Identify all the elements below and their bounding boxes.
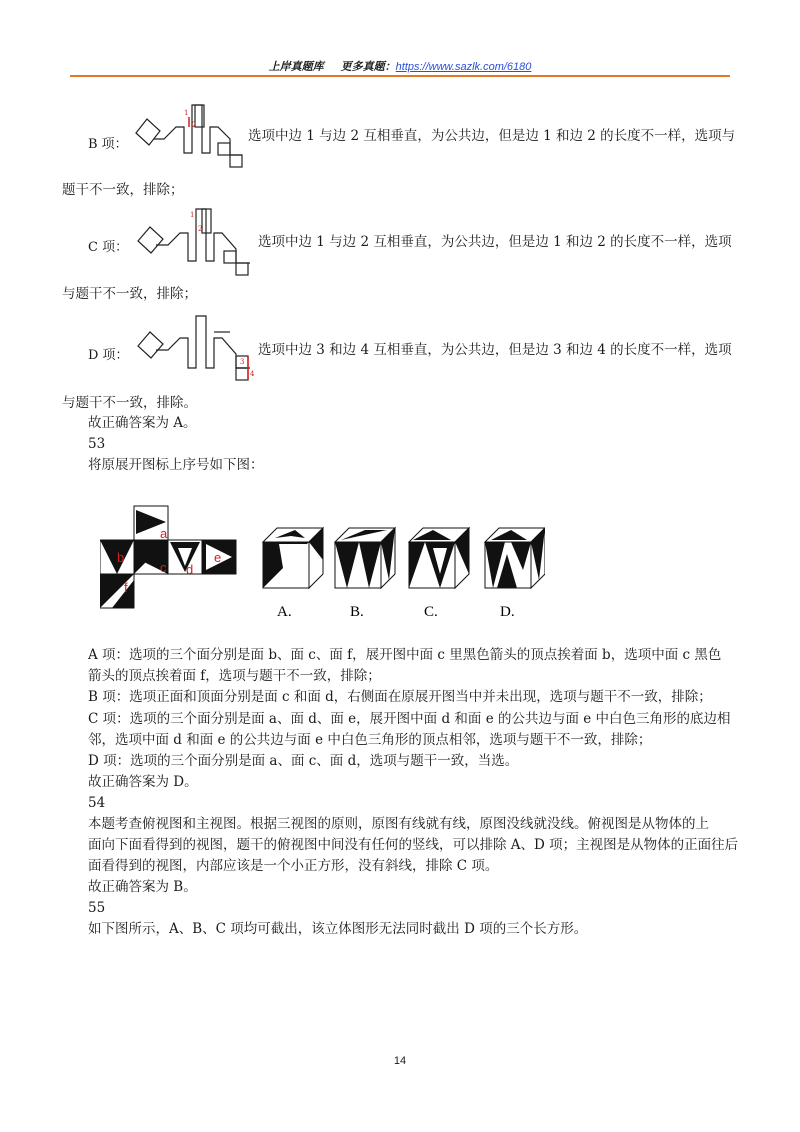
net-label-e: e — [214, 550, 222, 565]
q52-d-label: D 项： — [88, 348, 129, 363]
q53-d-line: D 项：选项的三个面分别是面 a、面 c、面 d，选项与题干一致，当选。 — [88, 753, 519, 769]
q53-b-line: B 项：选项正面和顶面分别是面 c 和面 d，右侧面在原展开图当中并未出现，选项与题干不一致，排除； — [88, 689, 712, 705]
q52-c-mark-2: 2 — [198, 225, 203, 233]
q53-answer: 故正确答案为 D。 — [88, 774, 198, 790]
q53-intro: 将原展开图标上序号如下图： — [88, 457, 264, 473]
q53-number: 53 — [88, 436, 106, 452]
net-label-b: b — [117, 550, 125, 565]
net-label-c: c — [160, 560, 167, 575]
net-label-f: f — [124, 580, 128, 595]
q53-c-line-2: 邻，选项中面 d 和面 e 的公共边与面 e 中白色三角形的顶点相邻，选项与题干不一致，排除； — [88, 732, 652, 748]
q52-c-label: C 项： — [88, 240, 129, 255]
net-label-a: a — [160, 526, 168, 541]
header-brand: 上岸真题库 — [268, 61, 324, 73]
q55-number: 55 — [88, 900, 106, 916]
cube-option-c — [409, 528, 469, 588]
q53-options — [255, 520, 545, 640]
q52-b-text-2: 题干不一致，排除； — [62, 182, 184, 198]
q54-answer: 故正确答案为 B。 — [88, 879, 197, 895]
q52-d-text-2: 与题干不一致，排除。 — [62, 395, 197, 411]
cube-option-a — [263, 528, 323, 588]
q54-line-3: 面看得到的视图，内部应该是一个小正方形，没有斜线，排除 C 项。 — [88, 858, 499, 874]
option-caption-c: C. — [424, 604, 438, 620]
option-caption-b: B. — [350, 604, 364, 620]
q52-c-figure — [132, 205, 257, 283]
page-number: 14 — [393, 1055, 407, 1067]
header-divider — [70, 75, 730, 77]
q52-c-text-2: 与题干不一致，排除； — [62, 286, 197, 302]
q54-number: 54 — [88, 795, 106, 811]
q53-c-line-1: C 项：选项的三个面分别是面 a、面 d、面 e，展开图中面 d 和面 e 的公共边与面 e 中白色三角形的底边相 — [88, 711, 731, 727]
header-url-link[interactable]: https://www.sazlk.com/6180 — [395, 61, 532, 73]
q52-b-mark-2: 2 — [192, 121, 197, 129]
q53-unfolded-net — [100, 500, 250, 612]
q52-answer: 故正确答案为 A。 — [88, 415, 197, 431]
option-caption-d: D. — [500, 604, 515, 620]
q55-line-1: 如下图所示，A、B、C 项均可截出，该立体图形无法同时截出 D 项的三个长方形。 — [88, 921, 588, 937]
q52-b-mark-1: 1 — [184, 109, 189, 117]
q52-b-figure — [132, 103, 247, 175]
q54-line-1: 本题考查俯视图和主视图。根据三视图的原则，原图有线就有线，原图没线就没线。俯视图是从物体的上 — [88, 816, 709, 832]
q52-c-text-1: 选项中边 1 与边 2 互相垂直，为公共边，但是边 1 和边 2 的长度不一样，选项 — [258, 234, 732, 250]
header-label: 更多真题： — [340, 61, 396, 73]
q53-a-line-1: A 项：选项的三个面分别是面 b、面 c、面 f，展开图中面 c 里黑色箭头的顶点挨着面 b，选项中面 c 黑色 — [88, 647, 722, 663]
page-header — [0, 58, 800, 74]
cube-option-d — [485, 528, 545, 588]
q54-line-2: 面向下面看得到的视图，题干的俯视图中间没有任何的竖线，可以排除 A、D 项；主视图是从物体的正面往后 — [88, 837, 739, 853]
q52-d-figure — [132, 312, 257, 384]
net-label-d: d — [186, 562, 194, 577]
q52-d-text-1: 选项中边 3 和边 4 互相垂直，为公共边，但是边 3 和边 4 的长度不一样，选项 — [258, 342, 732, 358]
q52-d-mark-4: 4 — [250, 370, 255, 378]
q52-c-mark-1: 1 — [190, 211, 195, 219]
q53-a-line-2: 箭头的顶点挨着面 f，选项与题干不一致，排除； — [88, 668, 381, 684]
cube-option-b — [335, 528, 395, 588]
q52-b-text-1: 选项中边 1 与边 2 互相垂直，为公共边，但是边 1 和边 2 的长度不一样，选项与 — [248, 128, 736, 144]
q52-b-label: B 项： — [88, 137, 128, 152]
option-caption-a: A. — [277, 604, 292, 620]
q52-d-mark-3: 3 — [240, 358, 245, 366]
